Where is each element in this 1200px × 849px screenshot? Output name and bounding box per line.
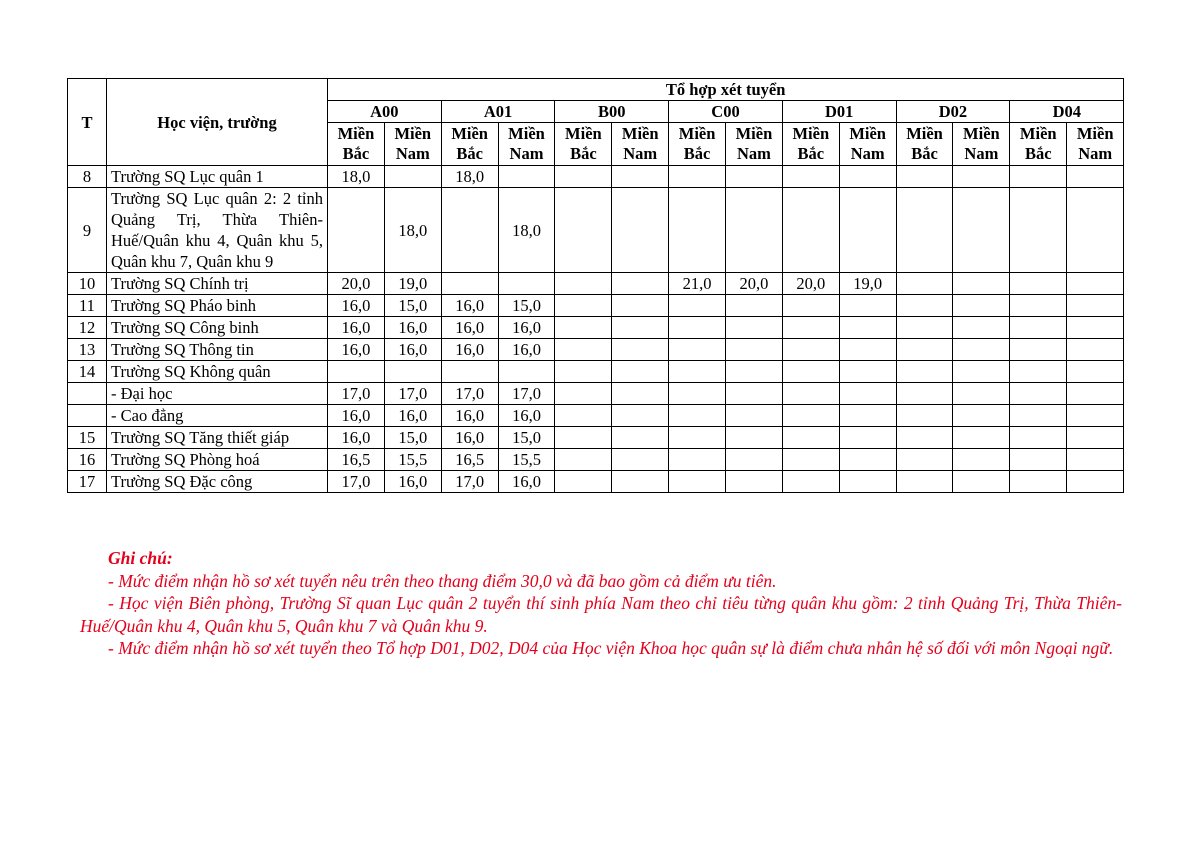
score-cell: 18,0 — [441, 166, 498, 188]
row-stt: 11 — [68, 295, 107, 317]
score-cell — [612, 471, 669, 493]
score-cell — [555, 383, 612, 405]
table-row — [68, 427, 1124, 449]
group-header-d02: D02 — [896, 101, 1010, 123]
region-north-header: Miền Bắc — [669, 123, 726, 166]
row-school-name: Trường SQ Không quân — [107, 361, 328, 383]
score-cell — [896, 383, 953, 405]
score-cell: 16,0 — [441, 427, 498, 449]
notes-title: Ghi chú: — [108, 548, 173, 568]
row-school-name: Trường SQ Pháo binh — [107, 295, 328, 317]
score-cell — [612, 295, 669, 317]
score-cell — [669, 449, 726, 471]
score-cell — [896, 471, 953, 493]
row-stt — [68, 383, 107, 405]
region-south-header: Miền Nam — [612, 123, 669, 166]
row-stt: 12 — [68, 317, 107, 339]
score-cell — [782, 339, 839, 361]
score-cell: 15,0 — [498, 295, 555, 317]
score-cell: 15,0 — [498, 427, 555, 449]
score-cell — [612, 427, 669, 449]
score-cell — [1010, 471, 1067, 493]
score-cell — [953, 188, 1010, 273]
score-cell — [782, 405, 839, 427]
score-cell — [1067, 166, 1124, 188]
score-cell — [896, 339, 953, 361]
score-cell: 17,0 — [441, 471, 498, 493]
score-cell — [782, 166, 839, 188]
row-school-name: Trường SQ Công binh — [107, 317, 328, 339]
score-cell: 21,0 — [669, 273, 726, 295]
table-row — [68, 471, 1124, 493]
score-cell: 16,0 — [441, 339, 498, 361]
score-cell — [1010, 405, 1067, 427]
score-cell: 18,0 — [384, 188, 441, 273]
score-cell — [498, 273, 555, 295]
score-cell — [1067, 295, 1124, 317]
score-cell: 17,0 — [498, 383, 555, 405]
score-cell — [1010, 295, 1067, 317]
table-row — [68, 339, 1124, 361]
group-header-a01: A01 — [441, 101, 555, 123]
score-cell — [1067, 317, 1124, 339]
score-cell — [953, 317, 1010, 339]
table-row — [68, 188, 1124, 273]
score-cell — [612, 188, 669, 273]
score-cell — [669, 339, 726, 361]
score-cell — [953, 471, 1010, 493]
score-cell — [441, 361, 498, 383]
score-cell — [441, 188, 498, 273]
table-row — [68, 449, 1124, 471]
score-cell: 16,0 — [328, 427, 385, 449]
score-cell — [839, 427, 896, 449]
score-cell — [726, 405, 783, 427]
score-cell — [612, 405, 669, 427]
row-school-name: Trường SQ Chính trị — [107, 273, 328, 295]
score-cell: 15,0 — [384, 427, 441, 449]
notes-section — [80, 547, 1122, 660]
score-cell — [441, 273, 498, 295]
score-cell — [498, 361, 555, 383]
score-cell — [782, 471, 839, 493]
table-row — [68, 361, 1124, 383]
score-cell: 16,5 — [328, 449, 385, 471]
score-cell — [669, 317, 726, 339]
row-school-name: - Đại học — [107, 383, 328, 405]
row-school-name: Trường SQ Lục quân 2: 2 tỉnh Quảng Trị, Thừa Thiên-Huế/Quân khu 4, Quân khu 5, Quân khu 7, Quân khu 9 — [107, 188, 328, 273]
score-cell — [669, 361, 726, 383]
score-cell — [669, 405, 726, 427]
row-school-name: Trường SQ Phòng hoá — [107, 449, 328, 471]
score-cell — [839, 471, 896, 493]
score-cell — [1010, 427, 1067, 449]
stt-header: T — [68, 79, 107, 166]
score-cell: 18,0 — [498, 188, 555, 273]
score-cell — [896, 166, 953, 188]
score-cell — [896, 295, 953, 317]
score-cell — [953, 383, 1010, 405]
score-cell — [669, 166, 726, 188]
score-cell — [726, 383, 783, 405]
score-cell — [1067, 449, 1124, 471]
table-row — [68, 166, 1124, 188]
score-cell — [555, 317, 612, 339]
score-cell — [555, 449, 612, 471]
score-cell — [782, 383, 839, 405]
score-cell: 19,0 — [384, 273, 441, 295]
score-cell: 16,0 — [498, 405, 555, 427]
score-cell — [669, 383, 726, 405]
score-cell — [839, 317, 896, 339]
score-cell — [896, 317, 953, 339]
region-south-header: Miền Nam — [498, 123, 555, 166]
score-cell — [726, 339, 783, 361]
score-cell — [839, 405, 896, 427]
score-cell — [1067, 361, 1124, 383]
note-line: - Mức điểm nhận hồ sơ xét tuyển nêu trên theo thang điểm 30,0 và đã bao gồm cả điểm ưu tiên. — [108, 570, 777, 591]
score-cell — [782, 361, 839, 383]
table-row — [68, 273, 1124, 295]
score-cell: 16,0 — [441, 295, 498, 317]
region-south-header: Miền Nam — [839, 123, 896, 166]
row-school-name: - Cao đẳng — [107, 405, 328, 427]
score-cell: 17,0 — [328, 471, 385, 493]
score-cell — [726, 427, 783, 449]
score-cell — [498, 166, 555, 188]
score-cell — [1010, 339, 1067, 361]
score-cell: 18,0 — [328, 166, 385, 188]
score-cell — [839, 361, 896, 383]
group-header-a00: A00 — [328, 101, 442, 123]
score-cell — [953, 427, 1010, 449]
score-cell: 15,5 — [498, 449, 555, 471]
score-cell — [1010, 317, 1067, 339]
score-cell — [953, 166, 1010, 188]
score-cell — [1067, 471, 1124, 493]
score-cell — [726, 166, 783, 188]
score-cell — [1010, 361, 1067, 383]
score-cell — [612, 166, 669, 188]
score-cell — [555, 188, 612, 273]
score-cell — [953, 273, 1010, 295]
score-cell — [953, 405, 1010, 427]
score-cell — [669, 427, 726, 449]
score-cell — [1067, 427, 1124, 449]
score-cell — [726, 295, 783, 317]
table-row — [68, 383, 1124, 405]
score-cell — [839, 166, 896, 188]
score-cell: 16,0 — [498, 471, 555, 493]
note-line: - Học viện Biên phòng, Trường Sĩ quan Lục quân 2 tuyển thí sinh phía Nam theo chỉ tiêu từng quân khu gồm: 2 tỉnh Quảng Trị, Thừa Thiên-Huế/Quân khu 4, Quân khu 5, Quân khu 7 và Quân khu 9. — [80, 593, 1122, 636]
score-cell — [726, 188, 783, 273]
score-cell: 19,0 — [839, 273, 896, 295]
score-cell — [555, 361, 612, 383]
group-header-b00: B00 — [555, 101, 669, 123]
score-cell — [782, 449, 839, 471]
row-stt: 14 — [68, 361, 107, 383]
score-cell — [726, 471, 783, 493]
score-cell — [782, 317, 839, 339]
score-cell — [555, 427, 612, 449]
group-header-d01: D01 — [782, 101, 896, 123]
row-stt: 8 — [68, 166, 107, 188]
score-cell — [726, 317, 783, 339]
score-cell — [612, 273, 669, 295]
score-cell: 16,5 — [441, 449, 498, 471]
score-cell: 16,0 — [384, 405, 441, 427]
score-cell — [1010, 449, 1067, 471]
table-row — [68, 295, 1124, 317]
score-cell — [896, 405, 953, 427]
score-cell: 16,0 — [328, 295, 385, 317]
region-south-header: Miền Nam — [953, 123, 1010, 166]
score-cell — [555, 471, 612, 493]
score-cell — [1067, 339, 1124, 361]
score-cell: 15,5 — [384, 449, 441, 471]
region-north-header: Miền Bắc — [896, 123, 953, 166]
region-south-header: Miền Nam — [1067, 123, 1124, 166]
score-cell: 20,0 — [782, 273, 839, 295]
score-cell — [328, 361, 385, 383]
row-stt: 13 — [68, 339, 107, 361]
score-cell: 16,0 — [384, 339, 441, 361]
table-row — [68, 405, 1124, 427]
score-cell — [555, 339, 612, 361]
region-south-header: Miền Nam — [726, 123, 783, 166]
score-cell — [953, 339, 1010, 361]
score-cell — [839, 449, 896, 471]
score-cell — [612, 339, 669, 361]
score-cell — [896, 188, 953, 273]
group-title-header: Tổ hợp xét tuyển — [328, 79, 1124, 101]
region-north-header: Miền Bắc — [441, 123, 498, 166]
table-row — [68, 317, 1124, 339]
row-stt: 15 — [68, 427, 107, 449]
score-cell: 16,0 — [384, 471, 441, 493]
note-line: - Mức điểm nhận hồ sơ xét tuyển theo Tổ hợp D01, D02, D04 của Học viện Khoa học quân sự là điểm chưa nhân hệ số đối với môn Ngoại ngữ. — [108, 638, 1114, 658]
score-cell — [839, 339, 896, 361]
score-cell — [953, 449, 1010, 471]
score-cell — [839, 295, 896, 317]
score-cell: 20,0 — [328, 273, 385, 295]
score-cell — [1010, 383, 1067, 405]
region-north-header: Miền Bắc — [1010, 123, 1067, 166]
row-school-name: Trường SQ Đặc công — [107, 471, 328, 493]
score-cell — [1010, 273, 1067, 295]
score-cell — [782, 295, 839, 317]
score-cell — [328, 188, 385, 273]
score-cell: 16,0 — [328, 405, 385, 427]
score-cell — [896, 449, 953, 471]
score-cell — [953, 361, 1010, 383]
row-stt — [68, 405, 107, 427]
score-cell — [726, 449, 783, 471]
score-cell: 16,0 — [498, 317, 555, 339]
score-cell: 17,0 — [384, 383, 441, 405]
score-cell: 16,0 — [498, 339, 555, 361]
score-cell — [669, 295, 726, 317]
score-cell — [1067, 188, 1124, 273]
score-cell: 16,0 — [441, 317, 498, 339]
score-cell — [1067, 383, 1124, 405]
row-school-name: Trường SQ Thông tin — [107, 339, 328, 361]
score-cell — [726, 361, 783, 383]
score-cell: 17,0 — [328, 383, 385, 405]
score-cell — [612, 361, 669, 383]
score-cell — [1010, 188, 1067, 273]
region-south-header: Miền Nam — [384, 123, 441, 166]
score-cell — [612, 449, 669, 471]
score-cell — [1010, 166, 1067, 188]
score-cell — [384, 361, 441, 383]
score-cell — [839, 383, 896, 405]
score-cell: 16,0 — [384, 317, 441, 339]
score-cell — [669, 188, 726, 273]
score-cell — [669, 471, 726, 493]
score-cell — [555, 273, 612, 295]
score-cell — [1067, 273, 1124, 295]
score-cell — [896, 427, 953, 449]
region-north-header: Miền Bắc — [782, 123, 839, 166]
score-cell: 20,0 — [726, 273, 783, 295]
score-cell — [896, 273, 953, 295]
group-header-d04: D04 — [1010, 101, 1124, 123]
score-cell — [782, 188, 839, 273]
row-stt: 16 — [68, 449, 107, 471]
score-cell — [555, 405, 612, 427]
table-body — [68, 166, 1124, 493]
score-cell: 16,0 — [328, 339, 385, 361]
region-north-header: Miền Bắc — [328, 123, 385, 166]
row-stt: 10 — [68, 273, 107, 295]
row-school-name: Trường SQ Tăng thiết giáp — [107, 427, 328, 449]
row-stt: 17 — [68, 471, 107, 493]
score-cell: 17,0 — [441, 383, 498, 405]
row-stt: 9 — [68, 188, 107, 273]
region-north-header: Miền Bắc — [555, 123, 612, 166]
row-school-name: Trường SQ Lục quân 1 — [107, 166, 328, 188]
score-cell — [953, 295, 1010, 317]
score-cell — [782, 427, 839, 449]
school-header: Học viện, trường — [107, 79, 328, 166]
score-cell — [384, 166, 441, 188]
score-cell — [839, 188, 896, 273]
score-cell — [612, 383, 669, 405]
score-cell — [896, 361, 953, 383]
score-cell — [1067, 405, 1124, 427]
score-cell — [612, 317, 669, 339]
score-cell: 16,0 — [441, 405, 498, 427]
group-header-c00: C00 — [669, 101, 783, 123]
admission-score-table — [67, 78, 1124, 493]
score-cell — [555, 166, 612, 188]
score-cell — [555, 295, 612, 317]
score-cell: 15,0 — [384, 295, 441, 317]
score-cell: 16,0 — [328, 317, 385, 339]
